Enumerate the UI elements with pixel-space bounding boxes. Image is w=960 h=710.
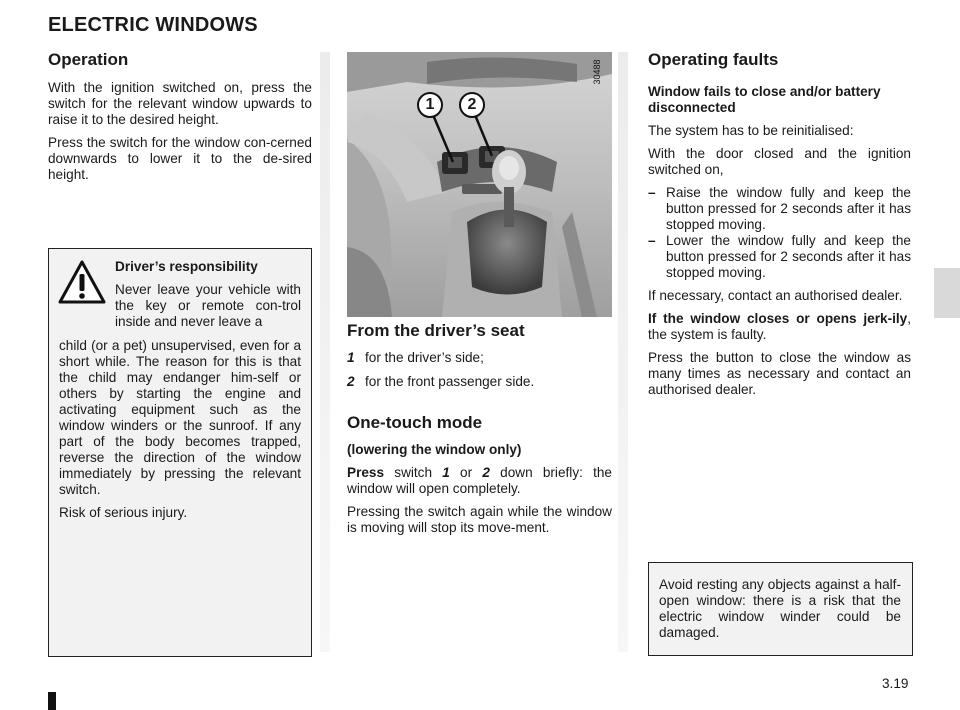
reference-code: 30488: [592, 59, 602, 85]
paragraph: Press the button to close the window as many times as necessary and contact an authorised dealer.: [648, 350, 911, 397]
warning-text: Never leave your vehicle with the key or remote con-trol inside and never leave a: [115, 282, 301, 329]
subheading: (lowering the window only): [347, 442, 522, 457]
paragraph: Pressing the switch again while the window is moving will stop its move-ment.: [347, 504, 612, 535]
list-item: 2 for the front passenger side.: [347, 374, 535, 389]
operation-section: [48, 50, 312, 183]
callout-marker: 1: [417, 92, 443, 118]
list-item: – Raise the window fully and keep the button pressed for 2 seconds after it has stopped moving.: [648, 185, 911, 232]
driver-seat-section: [347, 321, 612, 536]
console-photo: [347, 52, 612, 317]
warning-heading: Driver’s responsibility: [115, 259, 258, 274]
operating-faults-section: [648, 50, 911, 398]
note-text: Avoid resting any objects against a half-open window: there is a risk that the electric window winder could be damaged.: [659, 577, 901, 640]
paragraph: Press switch 1 or 2 down briefly: the window will open completely.: [347, 465, 612, 496]
column-separator: [320, 52, 330, 652]
warning-text: Risk of serious injury.: [59, 505, 188, 520]
section-heading: From the driver’s seat: [347, 321, 525, 340]
warning-triangle-icon: [57, 259, 107, 305]
page-title: ELECTRIC WINDOWS: [48, 14, 258, 36]
paragraph: If the window closes or opens jerk-ily, the system is faulty.: [648, 311, 911, 342]
callout-marker: 2: [459, 92, 485, 118]
section-heading: Operation: [48, 50, 129, 69]
callout-lines: [347, 52, 612, 317]
list-item: – Lower the window fully and keep the button pressed for 2 seconds after it has stopped moving.: [648, 233, 911, 280]
section-heading: Operating faults: [648, 50, 779, 69]
list-item: 1 for the driver’s side;: [347, 350, 484, 365]
page-number: 3.19: [882, 676, 909, 691]
paragraph: The system has to be reinitialised:: [648, 123, 854, 138]
paragraph: With the door closed and the ignition switched on,: [648, 146, 911, 177]
paragraph: With the ignition switched on, press the switch for the relevant window upwards to raise it to the desired height.: [48, 80, 312, 127]
column-separator: [618, 52, 628, 652]
paragraph: Press the switch for the window con-cerned downwards to lower it to the de-sired height.: [48, 135, 312, 182]
paragraph: If necessary, contact an authorised dealer.: [648, 288, 903, 303]
chapter-tab: [934, 268, 960, 318]
warning-box: [48, 248, 312, 657]
footer-mark: [48, 692, 56, 710]
subheading: Window fails to close and/or battery disconnected: [648, 84, 881, 115]
warning-text: child (or a pet) unsupervised, even for a short while. The reason for this is that the child may endanger him-self or others by starting the engine and activating equipment such as the window winders or the sunroof. If any part of the body becomes trapped, reverse the direction of the window immediately by pressing the relevant switch.: [59, 338, 301, 497]
section-heading: One-touch mode: [347, 413, 483, 432]
note-box: [648, 562, 913, 656]
